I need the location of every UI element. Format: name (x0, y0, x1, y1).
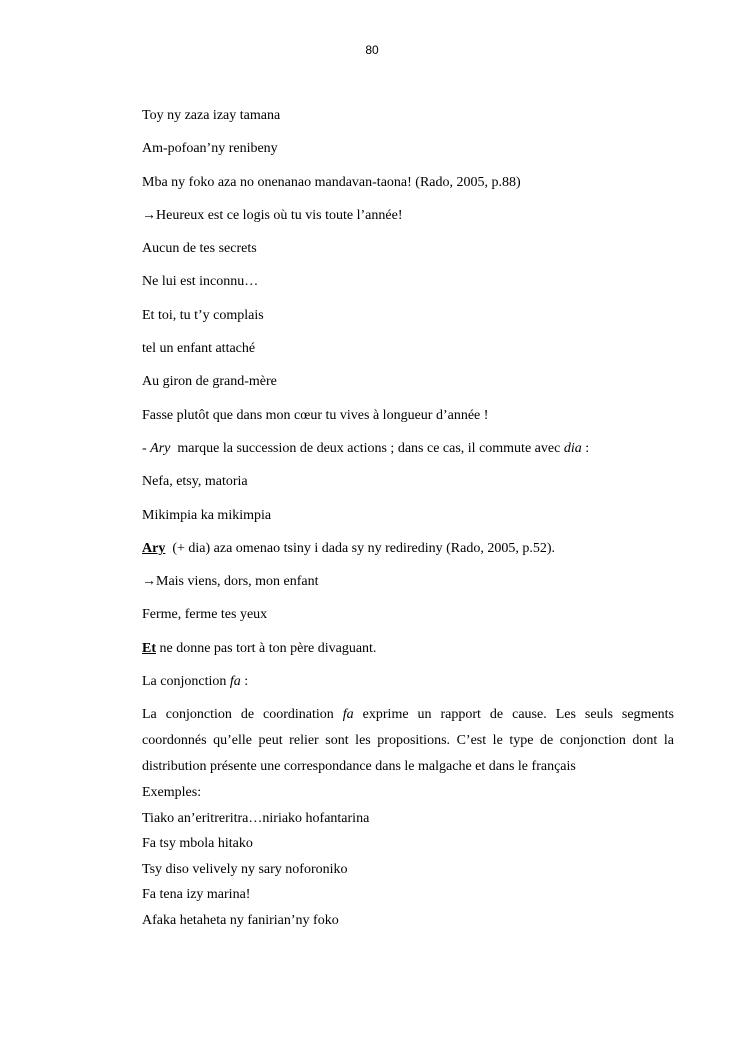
translation-line: Ne lui est inconnu… (142, 274, 259, 290)
ary-note-prefix: - (142, 440, 151, 456)
page-body (142, 106, 674, 933)
translation-line: →Mais viens, dors, mon enfant (142, 574, 319, 590)
verse-line: Toy ny zaza izay tamana (142, 108, 281, 123)
translation-line: Et toi, tu t’y complais (142, 307, 264, 323)
paragraph-word: fa (342, 707, 354, 723)
ary-word: Ary (142, 540, 166, 556)
ary-note-text: marque la succession de deux actions ; dans ce cas, il commute avec (170, 440, 564, 456)
fa-heading-word: fa (229, 674, 241, 690)
fa-heading (142, 672, 674, 691)
fa-heading-prefix: La conjonction (142, 674, 230, 690)
ary-note-suffix: : (581, 440, 590, 456)
example-line: Afaka hetaheta ny fanirian’ny foko (142, 912, 339, 928)
et-line (142, 639, 674, 658)
translation-line: Au giron de grand-mère (142, 374, 277, 390)
page-number: 80 (365, 43, 379, 57)
verse-line: Am-pofoan’ny renibeny (142, 141, 278, 157)
translation-line: Aucun de tes secrets (142, 241, 257, 257)
fa-heading-suffix: : (240, 674, 249, 690)
translation-line: Fasse plutôt que dans mon cœur tu vives à longueur d’année ! (142, 407, 489, 423)
translation-line: Ferme, ferme tes yeux (142, 607, 268, 623)
translation-line: tel un enfant attaché (142, 341, 256, 357)
verse-line: Nefa, etsy, matoria (142, 474, 248, 490)
ary-note (142, 439, 674, 458)
et-line-rest: ne donne pas tort à ton père divaguant. (156, 640, 377, 656)
examples-label: Exemples: (142, 785, 202, 801)
verse-line: Mikimpia ka mikimpia (142, 507, 272, 523)
example-line: Fa tena izy marina! (142, 887, 251, 903)
verse-line: Mba ny foko aza no onenanao mandavan-taona! (Rado, 2005, p.88) (142, 174, 521, 190)
ary-note-word: Ary (150, 440, 171, 456)
et-word: Et (142, 640, 156, 656)
ary-line-rest: (+ dia) aza omenao tsiny i dada sy ny redirediny (Rado, 2005, p.52). (165, 540, 556, 556)
fa-paragraph (142, 702, 674, 780)
paragraph-part1: La conjonction de coordination (142, 707, 343, 723)
example-line: Tsy diso velively ny sary noforoniko (142, 861, 348, 877)
example-line: Fa tsy mbola hitako (142, 836, 253, 852)
translation-line: →Heureux est ce logis où tu vis toute l’année! (142, 207, 403, 223)
example-line: Tiako an’eritreritra…niriako hofantarina (142, 810, 370, 826)
paragraph-part2: exprime un rapport de cause. Les seuls segments coordonnés qu’elle peut relier sont les propositions. C’est le type de conjonction dont la distribution présente une correspondance dans le malgache et dans le français (142, 707, 675, 775)
ary-note-word2: dia (563, 440, 582, 456)
ary-line (142, 539, 674, 558)
